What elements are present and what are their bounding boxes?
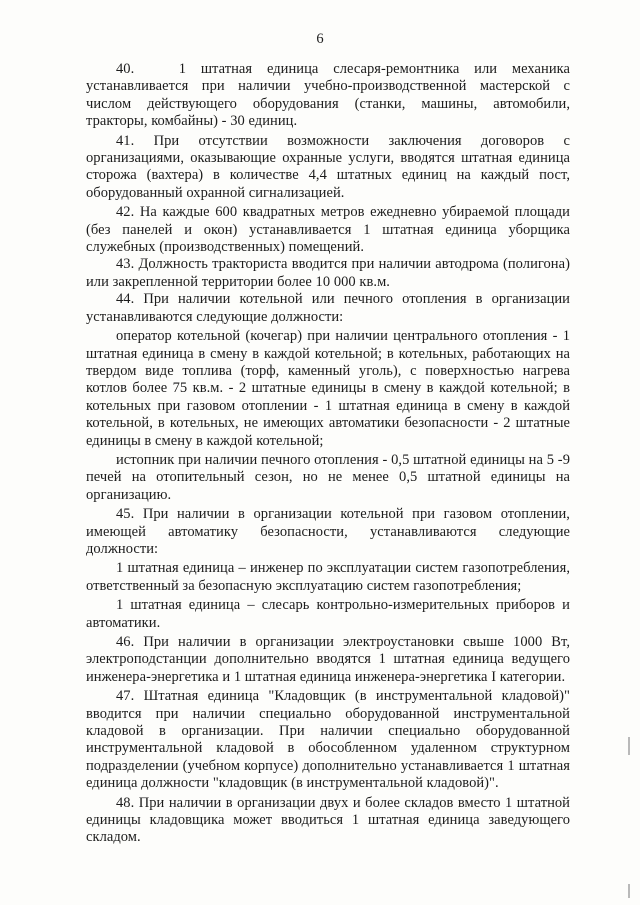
paragraph-48: 48. При наличии в организации двух и более складов вместо 1 штатной единицы кладовщика может вводиться 1 штатная единица заведующего складом.: [86, 794, 570, 846]
scan-edge-mark: [628, 884, 630, 898]
paragraph-45-mechanic: 1 штатная единица – слесарь контрольно-измерительных приборов и автоматики.: [86, 597, 570, 631]
page-number: 6: [316, 31, 324, 47]
paragraph-45-engineer: 1 штатная единица – инженер по эксплуатации систем газопотребления, ответственный за безопасную эксплуатацию систем газопотребления;: [86, 560, 570, 594]
paragraph-44-boiler-operator: оператор котельной (кочегар) при наличии центрального отопления - 1 штатная единица в смену в каждой котельной; в котельных, работающих на твердом виде топлива (торф, каменный уголь), с поверхностью нагрева котлов более 75 кв.м. - 2 штатные единицы в смену в каждой котельной; в котельных при газовом отоплении - 1 штатная единица в смену в каждой котельной, в котельных, не имеющих автоматики безопасности - 2 штатные единицы в смену в каждой котельной;: [86, 328, 570, 449]
paragraph-40: 40. 1 штатная единица слесаря-ремонтника или механика устанавливается при наличии учебно-производственной мастерской с числом действующего оборудования (станки, машины, автомобили, тракторы, комбайны) - 30 единиц.: [86, 61, 570, 130]
paragraph-44: 44. При наличии котельной или печного отопления в организации устанавливаются следующие должности:: [86, 291, 570, 325]
paragraph-44-stoker: истопник при наличии печного отопления - 0,5 штатной единицы на 5 -9 печей на отопительный сезон, но не менее 0,5 штатной единицы на организацию.: [86, 451, 570, 503]
scan-edge-mark: [628, 737, 630, 755]
paragraph-42: 42. На каждые 600 квадратных метров ежедневно убираемой площади (без панелей и окон) устанавливается 1 штатная единица уборщика служебных (производственных) помещений.: [86, 204, 570, 256]
paragraph-46: 46. При наличии в организации электроустановки свыше 1000 Вт, электроподстанции дополнительно вводятся 1 штатная единица ведущего инженера-энергетика и 1 штатная единица инженера-энергетика I категории.: [86, 634, 570, 685]
paragraph-45: 45. При наличии в организации котельной при газовом отоплении, имеющей автоматику безопасности, устанавливаются следующие должности:: [86, 506, 570, 557]
paragraph-43: 43. Должность тракториста вводится при наличии автодрома (полигона) или закрепленной территории более 10 000 кв.м.: [86, 256, 570, 290]
document-body: [86, 61, 570, 847]
paragraph-41: 41. При отсутствии возможности заключения договоров с организациями, оказывающие охранные услуги, вводятся штатная единица сторожа (вахтера) в количестве 4,4 штатных единиц на каждый пост, оборудованный охранной сигнализацией.: [86, 132, 570, 201]
paragraph-47: 47. Штатная единица "Кладовщик (в инструментальной кладовой)" вводится при наличии специально оборудованной инструментальной кладовой в организации. При наличии специально оборудованной инструментальной кладовой в обособленном удаленном структурном подразделении (учебном корпусе) дополнительно устанавливается 1 штатная единица должности "кладовщик (в инструментальной кладовой)".: [86, 688, 570, 792]
